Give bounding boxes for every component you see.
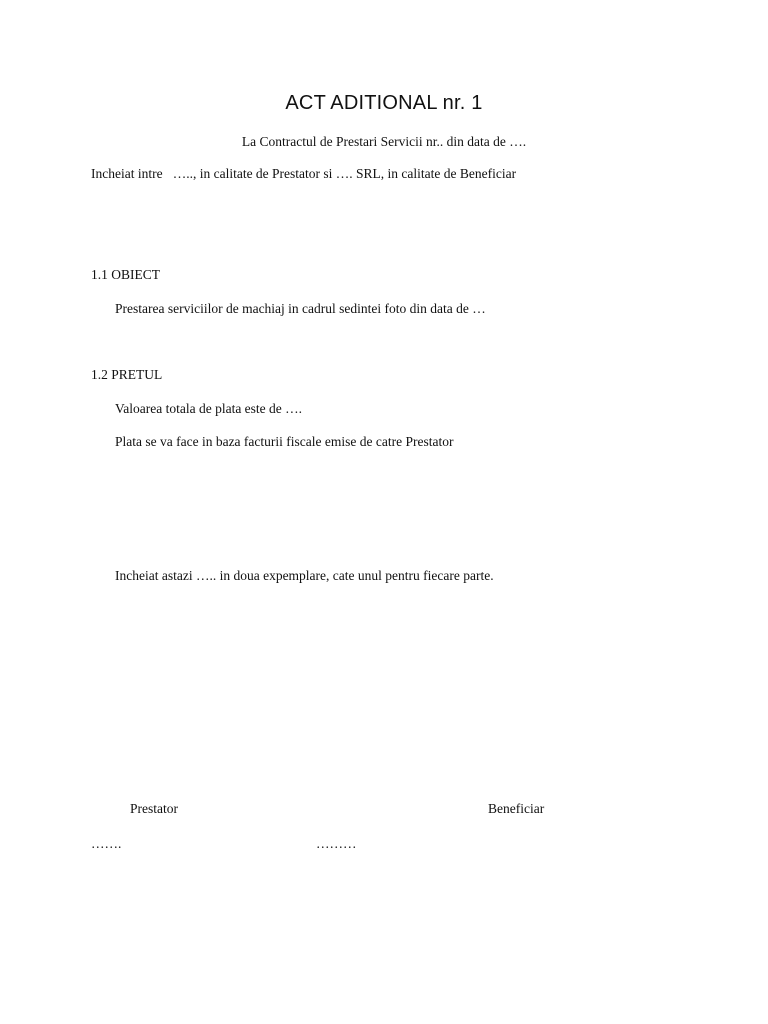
section-heading-pretul: 1.2 PRETUL <box>91 367 163 382</box>
signature-label-prestator: Prestator <box>130 801 178 816</box>
section-heading-obiect: 1.1 OBIECT <box>91 267 160 282</box>
section-paragraph-plata: Plata se va face in baza facturii fiscale emise de catre Prestator <box>115 434 454 449</box>
signature-label-beneficiar: Beneficiar <box>488 801 545 816</box>
parties-line: Incheiat intre ….., in calitate de Prestator si …. SRL, in calitate de Beneficiar <box>91 166 517 181</box>
section-paragraph-obiect: Prestarea serviciilor de machiaj in cadrul sedintei foto din data de … <box>115 301 486 316</box>
section-paragraph-valoare: Valoarea totala de plata este de …. <box>115 401 303 416</box>
signature-dots-prestator: ……. <box>91 836 122 851</box>
contract-reference: La Contractul de Prestari Servicii nr.. din data de …. <box>241 134 527 149</box>
document-title: ACT ADITIONAL nr. 1 <box>285 92 483 114</box>
signature-dots-beneficiar: ……… <box>316 836 357 851</box>
closing-statement: Incheiat astazi ….. in doua expemplare, cate unul pentru fiecare parte. <box>115 568 494 583</box>
